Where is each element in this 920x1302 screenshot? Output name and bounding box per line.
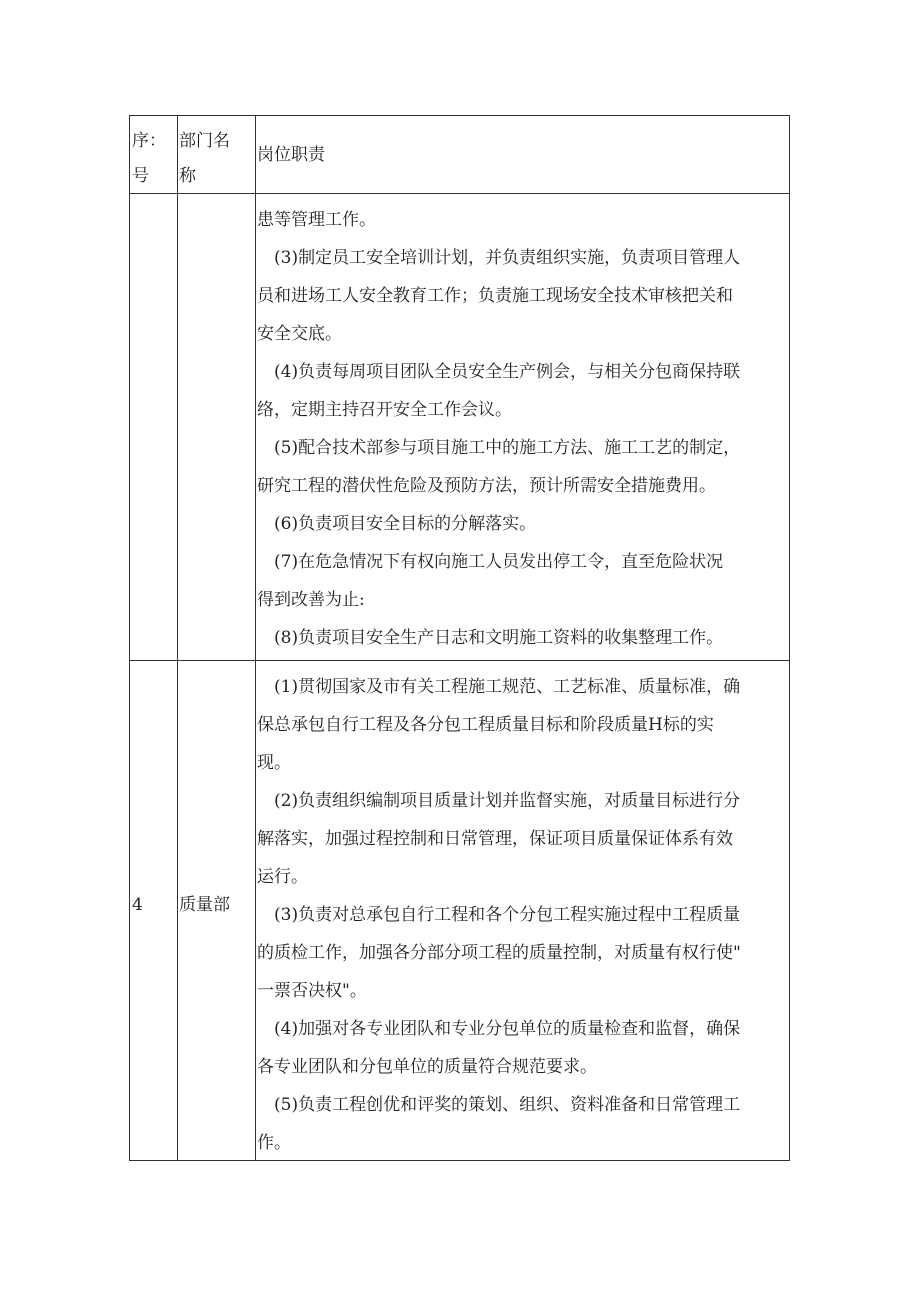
duty-line: 患等管理工作。 [257,210,376,230]
duty-line: 一票否决权"。 [257,981,367,1001]
duty-line: (3)制定员工安全培训计划，并负责组织实施，负责项目管理人 [274,248,741,268]
duty-line: (8)负责项目安全生产日志和文明施工资料的收集整理工作。 [274,628,724,648]
duty-line: (6)负责项目安全目标的分解落实。 [274,514,537,534]
row1-duty-text [257,201,787,657]
duty-line: 保总承包自行工程及各分包工程质量目标和阶段质量H标的实 [257,715,714,735]
row-dept: 质量部 [179,895,230,915]
header-seq [132,124,166,194]
row1-duty-cell [257,194,787,660]
duty-line: 的质检工作，加强各分部分项工程的质量控制，对质量有权行使" [257,943,741,963]
duty-line: (5)负责工程创优和评奖的策划、组织、资料准备和日常管理工 [274,1095,741,1115]
duty-line: (3)负责对总承包自行工程和各个分包工程实施过程中工程质量 [274,905,741,925]
row2-duty-text [257,668,787,1161]
duty-line: 现。 [257,753,291,773]
row2-duty-cell [257,661,787,1161]
duty-line: 解落实，加强过程控制和日常管理，保证项目质量保证体系有效 [257,829,733,849]
header-dept-line2: 称 [179,166,196,186]
duty-line: 各专业团队和分包单位的质量符合规范要求。 [257,1057,597,1077]
duty-line: (4)加强对各专业团队和专业分包单位的质量检查和监督，确保 [274,1019,741,1039]
duty-line: (7)在危急情况下有权向施工人员发出停工令，直至危险状况 [274,552,724,572]
duty-line: 安全交底。 [257,324,342,344]
duty-line: 络，定期主持召开安全工作会议。 [257,400,512,420]
duty-line: 得到改善为止: [257,590,365,610]
duty-line: 运行。 [257,867,308,887]
duty-line: (1)贯彻国家及市有关工程施工规范、工艺标准、质量标准，确 [274,677,741,697]
column-divider [177,116,178,1160]
duty-line: 员和进场工人安全教育工作；负责施工现场安全技术审核把关和 [257,286,733,306]
duty-line: (2)负责组织编制项目质量计划并监督实施，对质量目标进行分 [274,791,741,811]
header-duty: 岗位职责 [257,145,325,165]
header-seq-line2: 号 [132,166,149,186]
duty-line: 作。 [257,1133,291,1153]
row-seq: 4 [132,895,143,915]
duty-line: 研究工程的潜伏性危险及预防方法，预计所需安全措施费用。 [257,476,716,496]
header-dept-line1: 部门名 [179,131,230,151]
header-dept [179,124,230,194]
responsibility-table [129,115,790,1161]
duty-line: (5)配合技术部参与项目施工中的施工方法、施工工艺的制定， [274,438,741,458]
column-divider [255,116,256,1160]
duty-line: (4)负责每周项目团队全员安全生产例会，与相关分包商保持联 [274,362,741,382]
header-seq-line1: 序： [132,131,166,151]
